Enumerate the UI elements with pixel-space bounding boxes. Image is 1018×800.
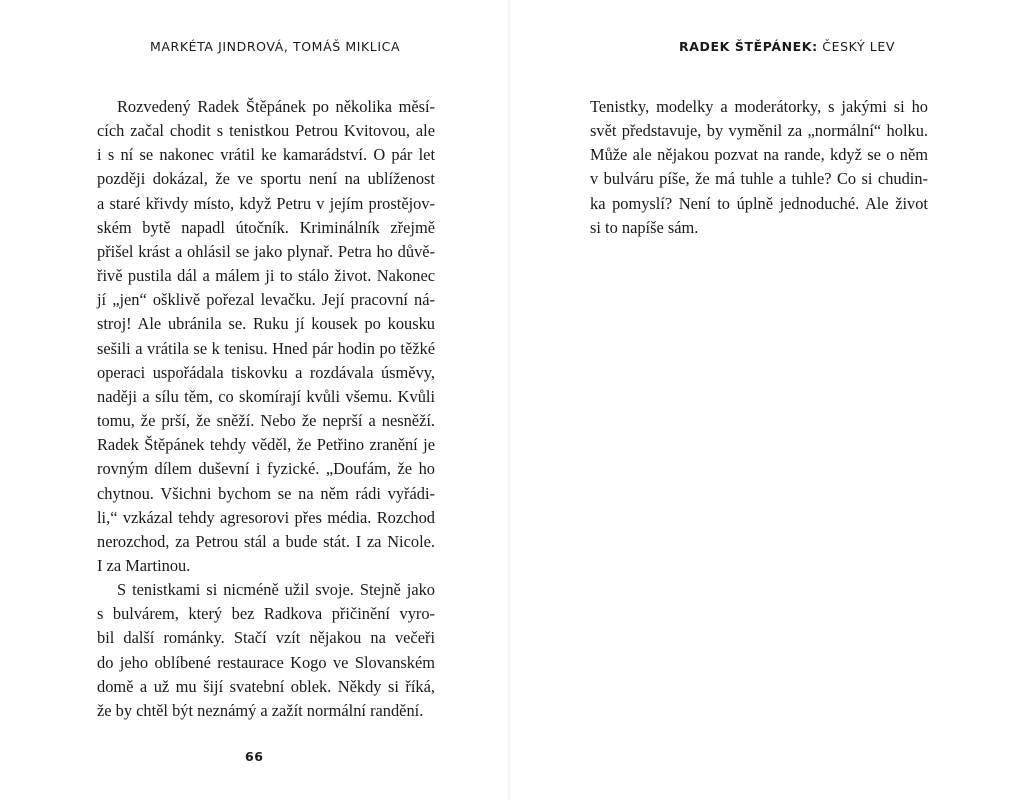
text-line: domě a už mu šijí svatební oblek. Někdy si říká, (97, 676, 435, 696)
text-line: cích začal chodit s tenistkou Petrou Kvitovou, ale (97, 121, 435, 141)
text-line: řivě pustila dál a málem ji to stálo život. Nakonec (97, 266, 435, 286)
text-line: sešili a vrátila se k tenisu. Hned pár hodin po těžké (97, 338, 435, 358)
page-number: 66 (245, 749, 264, 764)
text-line: i s ní se nakonec vrátil ke kamarádství. O pár let (97, 145, 435, 165)
text-line: naději a sílu těm, co skomírají kvůli všemu. Kvůli (97, 386, 435, 406)
running-head-title-rest: ČESKÝ LEV (817, 39, 896, 54)
text-line: do jeho oblíbené restaurace Kogo ve Slovanském (97, 652, 435, 672)
text-line: operaci uspořádala tiskovku a rozdávala úsměvy, (97, 362, 435, 382)
text-line: si to napíše sám. (590, 217, 699, 237)
text-line: stroj! Ale ubránila se. Ruku jí kousek po kousku (97, 314, 435, 334)
text-line: nerozchod, za Petrou stál a bude stát. I za Nicole. (97, 531, 435, 551)
text-line: ka pomyslí? Není to úplně jednoduché. Ale život (590, 193, 928, 213)
text-line: Tenistky, modelky a moderátorky, s jakými si ho (590, 97, 928, 116)
text-line: přišel krást a ohlásil se jako plynař. Petra ho důvě- (97, 241, 435, 261)
running-head-authors: MARKÉTA JINDROVÁ, TOMÁŠ MIKLICA (150, 39, 401, 54)
text-line: ském bytě napadl útočník. Kriminálník zřejmě (97, 217, 435, 237)
left-page-body (97, 95, 435, 723)
text-line: tomu, že prší, že sněží. Nebo že neprší a nesněží. (97, 411, 435, 431)
text-line: jí „jen“ ošklivě pořezal levačku. Její pracovní ná- (97, 290, 435, 310)
text-line: chytnou. Všichni bychom se na něm rádi vyřádi- (97, 483, 435, 503)
text-line: S tenistkami si nicméně užil svoje. Stejně jako (117, 580, 435, 600)
text-line: svět představuje, by vyměnil za „normální“ holku. (590, 121, 928, 141)
text-line: Rozvedený Radek Štěpánek po několika měsí- (117, 97, 435, 116)
text-line: později dokázal, že ve sportu není na ublíženost (97, 169, 435, 189)
text-line: Může ale nějakou pozvat na rande, když se o něm (590, 145, 928, 165)
running-head-title (679, 39, 895, 54)
text-line: rovným dílem duševní i fyzické. „Doufám, že ho (97, 459, 435, 479)
text-line: a staré křivdy místo, když Petru v jejím prostějov- (97, 193, 435, 213)
right-page-body (590, 95, 928, 240)
text-line: s bulvárem, který bez Radkova přičinění vyro- (97, 604, 435, 624)
text-line: bil další románky. Stačí vzít nějakou na večeři (97, 628, 435, 648)
right-page (509, 0, 1018, 800)
text-line: Radek Štěpánek tehdy věděl, že Petřino zranění je (97, 435, 435, 455)
text-line: li,“ vzkázal tehdy agresorovi přes média. Rozchod (97, 507, 435, 527)
text-line: v bulváru píše, že má tuhle a tuhle? Co si chudin- (590, 169, 928, 189)
text-line: že by chtěl být neznámý a zažít normální randění. (97, 700, 424, 720)
running-head-title-strong: RADEK ŠTĚPÁNEK: (679, 39, 818, 54)
text-line: I za Martinou. (97, 555, 191, 575)
